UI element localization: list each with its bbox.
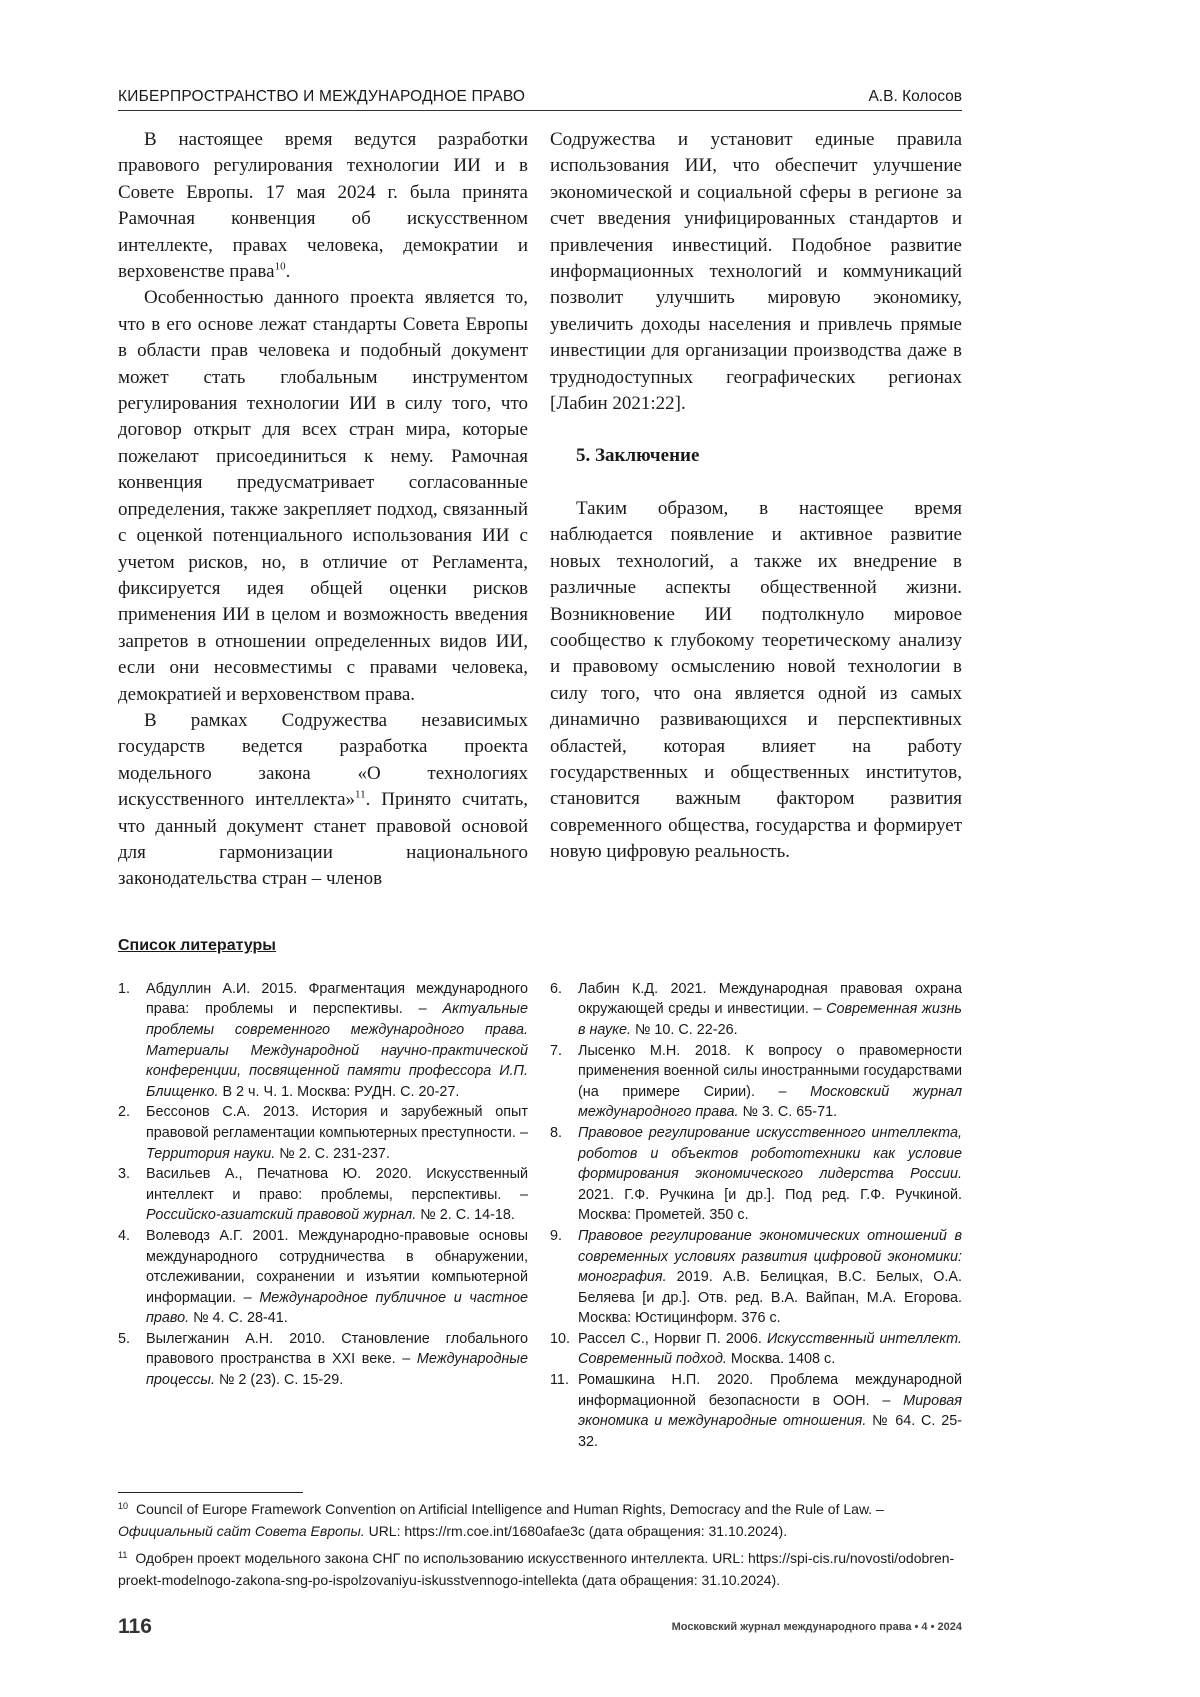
- text-segment: № 4. С. 28-41.: [189, 1310, 288, 1326]
- text-segment: Одобрен проект модельного закона СНГ по использованию искусственного интеллекта. URL: https://spi-cis.ru/novosti/odobren-proekt-modelnogo-zakona-sng-po-ispolzovaniyu-iskusstvennogo-intellekta (дата обращения: 31.10.2024).: [118, 1550, 954, 1588]
- text-segment: № 2. С. 231-237.: [275, 1146, 390, 1162]
- reference-text: [146, 979, 528, 1103]
- reference-number: 11.: [550, 1370, 578, 1452]
- footnote-number: 11: [118, 1550, 127, 1560]
- text-segment: Мировая экономика и международные отношения.: [578, 1393, 962, 1430]
- text-segment: Международные процессы.: [146, 1351, 528, 1388]
- text-segment: Ромашкина Н.П. 2020. Проблема международной информационной безопасности в ООН. –: [578, 1372, 962, 1409]
- footnote-ref[interactable]: 11: [355, 789, 366, 801]
- section-title: КИБЕРПРОСТРАНСТВО И МЕЖДУНАРОДНОЕ ПРАВО: [118, 88, 525, 106]
- reference-item: [550, 1370, 962, 1452]
- section-heading: 5. Заключение: [576, 443, 962, 469]
- references: [118, 933, 962, 1453]
- text-segment: Искусственный интеллект. Современный подход.: [578, 1331, 962, 1368]
- paragraph: [118, 708, 528, 893]
- reference-text: [146, 1226, 528, 1329]
- text-segment: № 2. С. 14-18.: [416, 1207, 515, 1223]
- running-header: [118, 84, 962, 111]
- reference-text: [578, 1329, 962, 1370]
- reference-text: [146, 1164, 528, 1226]
- text-segment: № 3. С. 65-71.: [738, 1104, 837, 1120]
- text-segment: Волеводз А.Г. 2001. Международно-правовые основы международного сотрудничества в обнаружении, отслеживании, сохранении и изъятии компьютерной информации. –: [146, 1228, 528, 1306]
- paragraph: Содружества и установит единые правила использования ИИ, что обеспечит улучшение экономической и социальной сферы в регионе за счет введения унифицированных стандартов и привлечения инвестиций. Подобное развитие информационных технологий и коммуникаций позволит улучшить мировую экономику, увеличить доходы населения и привлечь прямые инвестиции для организации производства даже в труднодоступных географических регионах [Лабин 2021:22].: [550, 127, 962, 417]
- footnote-divider: [118, 1492, 303, 1493]
- reference-number: 10.: [550, 1329, 578, 1370]
- reference-item: [550, 1226, 962, 1329]
- paragraph-text: .: [286, 261, 291, 282]
- reference-text: [578, 979, 962, 1041]
- reference-number: 8.: [550, 1123, 578, 1226]
- references-heading: Список литературы: [118, 933, 528, 959]
- author-name: А.В. Колосов: [868, 88, 962, 106]
- references-left: [118, 933, 528, 1391]
- text-segment: Васильев А., Печатнова Ю. 2020. Искусственный интеллект и право: проблемы, перспективы. –: [146, 1166, 528, 1203]
- paragraph-text: В настоящее время ведутся разработки правового регулирования технологии ИИ и в Совете Европы. 17 мая 2024 г. была принята Рамочная конвенция об искусственном интеллекте, правах человека, демократии и верховенстве права: [118, 129, 528, 282]
- paragraph-text: . Принято считать, что данный документ станет правовой основой для гармонизации национального законодательства стран – членов: [118, 789, 528, 889]
- text-segment: Современная жизнь в науке.: [578, 1001, 962, 1038]
- text-segment: Актуальные проблемы современного международного права. Материалы Международной научно-практической конференции, посвященной памяти профессора И.П. Блищенко.: [146, 1001, 528, 1099]
- paragraph: [118, 127, 528, 285]
- reference-item: [550, 1123, 962, 1226]
- reference-text: [146, 1102, 528, 1164]
- reference-item: [118, 1329, 528, 1391]
- reference-text: [578, 1123, 962, 1226]
- body-columns: [118, 127, 962, 893]
- page: [0, 0, 1200, 1685]
- text-segment: Абдуллин А.И. 2015. Фрагментация международного права: проблемы и перспективы. –: [146, 981, 528, 1018]
- text-segment: Правовое регулирование экономических отношений в современных условиях развития цифровой экономики: монография.: [578, 1228, 962, 1285]
- text-segment: Рассел С., Норвиг П. 2006.: [578, 1331, 767, 1347]
- text-segment: В 2 ч. Ч. 1. Москва: РУДН. С. 20-27.: [218, 1084, 459, 1100]
- text-segment: № 2 (23). С. 15-29.: [215, 1372, 343, 1388]
- reference-item: [118, 1226, 528, 1329]
- text-segment: Международное публичное и частное право.: [146, 1290, 528, 1327]
- reference-number: 7.: [550, 1041, 578, 1123]
- reference-item: [118, 1102, 528, 1164]
- reference-number: 5.: [118, 1329, 146, 1391]
- reference-number: 6.: [550, 979, 578, 1041]
- text-segment: Вылегжанин А.Н. 2010. Становление глобального правового пространства в XXI веке. –: [146, 1331, 528, 1368]
- body-column-left: [118, 127, 528, 893]
- reference-text: [146, 1329, 528, 1391]
- page-number: 116: [118, 1615, 152, 1639]
- text-segment: Лабин К.Д. 2021. Международная правовая охрана окружающей среды и инвестиции. –: [578, 981, 962, 1018]
- text-segment: № 64. С. 25-32.: [578, 1413, 962, 1450]
- text-segment: Москва. 1408 с.: [727, 1351, 835, 1367]
- footnote: [118, 1548, 962, 1591]
- footnote: [118, 1499, 962, 1542]
- reference-item: [118, 979, 528, 1103]
- text-segment: Официальный сайт Совета Европы.: [118, 1523, 365, 1539]
- text-segment: URL: https://rm.coe.int/1680afae3c (дата обращения: 31.10.2024).: [365, 1523, 787, 1539]
- reference-number: 9.: [550, 1226, 578, 1329]
- reference-text: [578, 1041, 962, 1123]
- footnote-number: 10: [118, 1501, 128, 1511]
- footnote-ref[interactable]: 10: [275, 261, 286, 273]
- reference-text: [578, 1226, 962, 1329]
- reference-number: 3.: [118, 1164, 146, 1226]
- reference-item: [118, 1164, 528, 1226]
- reference-item: [550, 979, 962, 1041]
- text-segment: Лысенко М.Н. 2018. К вопросу о правомерности применения военной силы иностранными государствами (на примере Сирии). –: [578, 1043, 962, 1100]
- text-segment: Council of Europe Framework Convention on Artificial Intelligence and Human Rights, Democracy and the Rule of Law. –: [136, 1501, 884, 1517]
- text-segment: Бессонов С.А. 2013. История и зарубежный опыт правовой регламентации компьютерных преступности. –: [146, 1104, 528, 1141]
- reference-number: 4.: [118, 1226, 146, 1329]
- paragraph-text: В рамках Содружества независимых государств ведется разработка проекта модельного закона «О технологиях искусственного интеллекта»: [118, 710, 528, 810]
- paragraph: Особенностью данного проекта является то, что в его основе лежат стандарты Совета Европы в области прав человека и подобный документ может стать глобальным инструментом регулирования технологии ИИ в силу того, что договор открыт для всех стран мира, которые пожелают присоединиться к нему. Рамочная конвенция предусматривает согласованные определения, также закрепляет подход, связанный с оценкой потенциального использования ИИ с учетом рисков, но, в отличие от Регламента, фиксируется идея общей оценки рисков применения ИИ в целом и возможность введения запретов в отношении определенных видов ИИ, если они несовместимы с правами человека, демократией и верховенством права.: [118, 285, 528, 708]
- reference-item: [550, 1329, 962, 1370]
- paragraph: Таким образом, в настоящее время наблюдается появление и активное развитие новых технологий, а также их внедрение в различные аспекты общественной жизни. Возникновение ИИ подтолкнуло мировое сообщество к глубокому теоретическому анализу и правовому осмыслению новой технологии в силу того, что она является одной из самых динамично развивающихся и перспективных областей, которая влияет на работу государственных и общественных институтов, становится важным фактором развития современного общества, государства и формирует новую цифровую реальность.: [550, 496, 962, 866]
- text-segment: 2019. А.В. Белицкая, В.С. Белых, О.А. Беляева [и др.]. Отв. ред. В.А. Вайпан, М.А. Егорова. Москва: Юстицинформ. 376 с.: [578, 1269, 962, 1326]
- text-segment: Московский журнал международного права.: [578, 1084, 962, 1121]
- reference-number: 1.: [118, 979, 146, 1103]
- body-column-right: [550, 127, 962, 866]
- reference-number: 2.: [118, 1102, 146, 1164]
- text-segment: Территория науки.: [146, 1146, 275, 1162]
- reference-text: [578, 1370, 962, 1452]
- text-segment: Правовое регулирование искусственного интеллекта, роботов и объектов робототехники как условие формирования экономического лидерства России.: [578, 1125, 962, 1182]
- text-segment: № 10. С. 22-26.: [631, 1022, 738, 1038]
- text-segment: Российско-азиатский правовой журнал.: [146, 1207, 416, 1223]
- reference-item: [550, 1041, 962, 1123]
- page-footer: [118, 1615, 962, 1645]
- references-right: [550, 933, 962, 1453]
- journal-name: Московский журнал международного права • 4 • 2024: [672, 1621, 962, 1633]
- text-segment: 2021. Г.Ф. Ручкина [и др.]. Под ред. Г.Ф. Ручкиной. Москва: Прометей. 350 с.: [578, 1187, 962, 1224]
